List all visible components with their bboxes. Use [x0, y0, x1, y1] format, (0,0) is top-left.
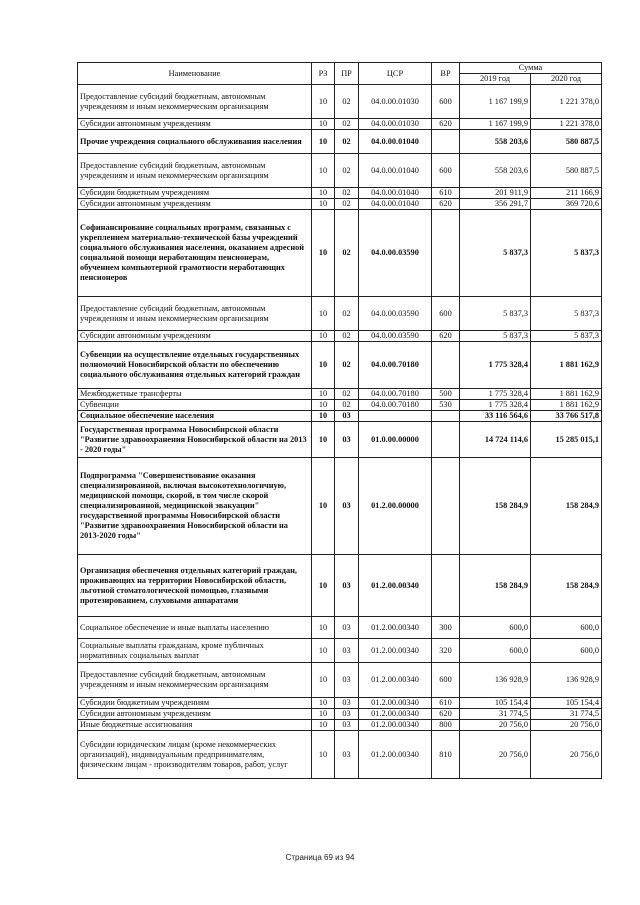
cell-name: Социальное обеспечение и иные выплаты населению — [78, 617, 312, 639]
cell-2019: 1 775 328,4 — [460, 389, 531, 400]
cell-name: Социальные выплаты гражданам, кроме публичных нормативных социальных выплат — [78, 639, 312, 663]
cell-rz: 10 — [312, 731, 335, 779]
cell-2019: 1 167 199,9 — [460, 119, 531, 130]
cell-2019: 105 154,4 — [460, 698, 531, 709]
cell-pr: 03 — [335, 411, 359, 422]
cell-csr: 01.2.00.00340 — [359, 698, 432, 709]
cell-vr: 600 — [432, 85, 460, 119]
cell-pr: 03 — [335, 639, 359, 663]
cell-name: Субсидии автономным учреждениям — [78, 119, 312, 130]
header-name: Наименование — [78, 63, 312, 85]
cell-rz: 10 — [312, 411, 335, 422]
cell-csr: 04.0.00.01040 — [359, 154, 432, 188]
cell-2020: 158 284,9 — [531, 458, 602, 555]
cell-vr: 320 — [432, 639, 460, 663]
cell-name: Государственная программа Новосибирской области "Развитие здравоохранения Новосибирской области на 2013 - 2020 годы" — [78, 422, 312, 458]
cell-vr: 620 — [432, 119, 460, 130]
cell-csr: 01.2.00.00340 — [359, 720, 432, 731]
cell-rz: 10 — [312, 555, 335, 617]
cell-csr: 01.2.00.00340 — [359, 639, 432, 663]
cell-csr: 01.2.00.00340 — [359, 555, 432, 617]
cell-rz: 10 — [312, 331, 335, 342]
cell-rz: 10 — [312, 389, 335, 400]
cell-2019: 31 774,5 — [460, 709, 531, 720]
cell-name: Субсидии автономным учреждениям — [78, 709, 312, 720]
cell-2019: 20 756,0 — [460, 720, 531, 731]
cell-2020: 31 774,5 — [531, 709, 602, 720]
cell-pr: 02 — [335, 188, 359, 199]
cell-vr: 530 — [432, 400, 460, 411]
table-row — [78, 639, 602, 663]
cell-csr: 01.0.00.00000 — [359, 422, 432, 458]
cell-csr: 04.0.00.01030 — [359, 85, 432, 119]
cell-pr: 03 — [335, 458, 359, 555]
cell-name: Субсидии юридическим лицам (кроме некоммерческих организаций), индивидуальным предпринимателям, физическим лицам - производителям товаров, работ, услуг — [78, 731, 312, 779]
cell-pr: 02 — [335, 400, 359, 411]
cell-2019: 136 928,9 — [460, 663, 531, 698]
cell-name: Предоставление субсидий бюджетным, автономным учреждениям и иным некоммерческим организациям — [78, 85, 312, 119]
header-2019: 2019 год — [460, 74, 531, 85]
cell-rz: 10 — [312, 422, 335, 458]
header-2020: 2020 год — [531, 74, 602, 85]
cell-2019: 201 911,9 — [460, 188, 531, 199]
cell-pr: 02 — [335, 85, 359, 119]
cell-pr: 02 — [335, 210, 359, 297]
cell-rz: 10 — [312, 188, 335, 199]
cell-2020: 369 720,6 — [531, 199, 602, 210]
cell-2020: 600,0 — [531, 639, 602, 663]
cell-vr — [432, 130, 460, 154]
table-row — [78, 188, 602, 199]
table-row — [78, 663, 602, 698]
cell-2020: 15 285 015,1 — [531, 422, 602, 458]
cell-name: Подпрограмма "Совершенствование оказания специализированной, включая высокотехнологичную, медицинской помощи, скорой, в том числе скорой специализированной, медицинской эвакуации" государственной программы Новосибирской области "Развитие здравоохранения Новосибирской области на 2013-2020 годы" — [78, 458, 312, 555]
cell-2020: 1 221 378,0 — [531, 119, 602, 130]
cell-vr — [432, 411, 460, 422]
cell-csr: 01.2.00.00340 — [359, 663, 432, 698]
cell-csr — [359, 411, 432, 422]
cell-vr: 600 — [432, 297, 460, 331]
table-row — [78, 342, 602, 389]
cell-name: Субвенции — [78, 400, 312, 411]
cell-2020: 580 887,5 — [531, 130, 602, 154]
cell-name: Межбюджетные трансферты — [78, 389, 312, 400]
cell-2019: 558 203,6 — [460, 154, 531, 188]
table-row — [78, 154, 602, 188]
cell-rz: 10 — [312, 199, 335, 210]
header-rz: РЗ — [312, 63, 335, 85]
cell-2019: 33 116 564,6 — [460, 411, 531, 422]
cell-2020: 136 928,9 — [531, 663, 602, 698]
cell-name: Предоставление субсидий бюджетным, автономным учреждениям и иным некоммерческим организациям — [78, 297, 312, 331]
cell-vr — [432, 210, 460, 297]
cell-pr: 03 — [335, 555, 359, 617]
table-row — [78, 720, 602, 731]
cell-vr: 300 — [432, 617, 460, 639]
cell-rz: 10 — [312, 154, 335, 188]
cell-pr: 03 — [335, 731, 359, 779]
cell-vr: 620 — [432, 709, 460, 720]
cell-rz: 10 — [312, 297, 335, 331]
cell-rz: 10 — [312, 663, 335, 698]
cell-csr: 04.0.00.03590 — [359, 210, 432, 297]
cell-vr — [432, 342, 460, 389]
cell-pr: 03 — [335, 720, 359, 731]
cell-vr: 800 — [432, 720, 460, 731]
cell-2019: 356 291,7 — [460, 199, 531, 210]
cell-csr: 01.2.00.00340 — [359, 731, 432, 779]
cell-2020: 1 221 378,0 — [531, 85, 602, 119]
header-vr: ВР — [432, 63, 460, 85]
cell-rz: 10 — [312, 639, 335, 663]
cell-2019: 1 167 199,9 — [460, 85, 531, 119]
budget-table-container — [77, 62, 601, 779]
cell-pr: 03 — [335, 617, 359, 639]
cell-pr: 03 — [335, 422, 359, 458]
header-sum: Сумма — [460, 63, 602, 74]
cell-2019: 5 837,3 — [460, 210, 531, 297]
cell-2020: 20 756,0 — [531, 731, 602, 779]
cell-pr: 02 — [335, 199, 359, 210]
cell-vr: 600 — [432, 663, 460, 698]
cell-2019: 1 775 328,4 — [460, 400, 531, 411]
table-row — [78, 555, 602, 617]
table-row — [78, 400, 602, 411]
cell-csr: 04.0.00.70180 — [359, 342, 432, 389]
cell-name: Субсидии бюджетным учреждениям — [78, 188, 312, 199]
cell-2019: 558 203,6 — [460, 130, 531, 154]
table-row — [78, 199, 602, 210]
cell-2020: 5 837,3 — [531, 297, 602, 331]
cell-name: Предоставление субсидий бюджетным, автономным учреждениям и иным некоммерческим организациям — [78, 154, 312, 188]
cell-csr: 01.2.00.00340 — [359, 709, 432, 720]
cell-rz: 10 — [312, 85, 335, 119]
cell-rz: 10 — [312, 400, 335, 411]
cell-name: Организация обеспечения отдельных категорий граждан, проживающих на территории Новосибирской области, льготной стоматологической помощью, глазными протезированием, слуховыми аппаратами — [78, 555, 312, 617]
cell-2020: 5 837,3 — [531, 210, 602, 297]
cell-2019: 600,0 — [460, 617, 531, 639]
cell-2020: 158 284,9 — [531, 555, 602, 617]
cell-vr — [432, 555, 460, 617]
cell-2019: 20 756,0 — [460, 731, 531, 779]
cell-pr: 03 — [335, 698, 359, 709]
cell-csr: 04.0.00.01030 — [359, 119, 432, 130]
cell-rz: 10 — [312, 720, 335, 731]
cell-pr: 02 — [335, 389, 359, 400]
cell-csr: 01.2.00.00340 — [359, 617, 432, 639]
cell-vr: 810 — [432, 731, 460, 779]
cell-2019: 14 724 114,6 — [460, 422, 531, 458]
table-row — [78, 119, 602, 130]
cell-rz: 10 — [312, 617, 335, 639]
table-row — [78, 422, 602, 458]
cell-pr: 02 — [335, 297, 359, 331]
cell-vr — [432, 458, 460, 555]
cell-pr: 02 — [335, 154, 359, 188]
cell-csr: 04.0.00.03590 — [359, 297, 432, 331]
cell-vr: 600 — [432, 154, 460, 188]
cell-pr: 03 — [335, 663, 359, 698]
cell-rz: 10 — [312, 119, 335, 130]
cell-2019: 5 837,3 — [460, 297, 531, 331]
cell-name: Субвенции на осуществление отдельных государственных полномочий Новосибирской области по обеспечению социального обслуживания отдельных категорий граждан — [78, 342, 312, 389]
cell-csr: 04.0.00.01040 — [359, 199, 432, 210]
cell-rz: 10 — [312, 342, 335, 389]
cell-name: Социальное обеспечение населения — [78, 411, 312, 422]
cell-vr: 620 — [432, 331, 460, 342]
cell-vr: 610 — [432, 698, 460, 709]
cell-name: Прочие учреждения социального обслуживания населения — [78, 130, 312, 154]
cell-rz: 10 — [312, 130, 335, 154]
cell-2020: 600,0 — [531, 617, 602, 639]
cell-vr: 610 — [432, 188, 460, 199]
cell-csr: 04.0.00.70180 — [359, 400, 432, 411]
table-row — [78, 411, 602, 422]
table-row — [78, 698, 602, 709]
table-row — [78, 709, 602, 720]
cell-csr: 04.0.00.03590 — [359, 331, 432, 342]
cell-2019: 5 837,3 — [460, 331, 531, 342]
cell-2019: 600,0 — [460, 639, 531, 663]
cell-2020: 33 766 517,8 — [531, 411, 602, 422]
table-row — [78, 210, 602, 297]
cell-2020: 105 154,4 — [531, 698, 602, 709]
cell-pr: 02 — [335, 119, 359, 130]
cell-pr: 02 — [335, 130, 359, 154]
header-csr: ЦСР — [359, 63, 432, 85]
cell-name: Софинансирование социальных программ, связанных с укреплением материально-технической базы учреждений социального обслуживания населения, оказанием адресной социальной помощи неработающим пенсионерам, обучением компьютерной грамотности неработающих пенсионеров — [78, 210, 312, 297]
cell-pr: 02 — [335, 342, 359, 389]
table-row — [78, 731, 602, 779]
cell-rz: 10 — [312, 709, 335, 720]
cell-2020: 211 166,9 — [531, 188, 602, 199]
cell-2020: 1 881 162,9 — [531, 342, 602, 389]
cell-name: Субсидии автономным учреждениям — [78, 331, 312, 342]
cell-csr: 01.2.00.00000 — [359, 458, 432, 555]
cell-vr: 500 — [432, 389, 460, 400]
cell-2019: 158 284,9 — [460, 458, 531, 555]
cell-pr: 02 — [335, 331, 359, 342]
cell-rz: 10 — [312, 458, 335, 555]
table-row — [78, 389, 602, 400]
cell-2020: 20 756,0 — [531, 720, 602, 731]
cell-2019: 1 775 328,4 — [460, 342, 531, 389]
cell-rz: 10 — [312, 698, 335, 709]
table-row — [78, 297, 602, 331]
cell-vr — [432, 422, 460, 458]
cell-name: Предоставление субсидий бюджетным, автономным учреждениям и иным некоммерческим организациям — [78, 663, 312, 698]
cell-2019: 158 284,9 — [460, 555, 531, 617]
cell-rz: 10 — [312, 210, 335, 297]
cell-name: Иные бюджетные ассигнования — [78, 720, 312, 731]
cell-csr: 04.0.00.01040 — [359, 130, 432, 154]
cell-2020: 1 881 162,9 — [531, 389, 602, 400]
table-row — [78, 458, 602, 555]
table-row — [78, 617, 602, 639]
header-pr: ПР — [335, 63, 359, 85]
cell-vr: 620 — [432, 199, 460, 210]
cell-2020: 580 887,5 — [531, 154, 602, 188]
cell-csr: 04.0.00.70180 — [359, 389, 432, 400]
cell-name: Субсидии бюджетным учреждениям — [78, 698, 312, 709]
cell-2020: 5 837,3 — [531, 331, 602, 342]
cell-pr: 03 — [335, 709, 359, 720]
cell-name: Субсидии автономным учреждениям — [78, 199, 312, 210]
table-row — [78, 331, 602, 342]
page-footer: Страница 69 из 94 — [285, 853, 355, 862]
table-row — [78, 130, 602, 154]
cell-2020: 1 881 162,9 — [531, 400, 602, 411]
table-body — [78, 85, 602, 779]
cell-csr: 04.0.00.01040 — [359, 188, 432, 199]
budget-table — [77, 62, 602, 779]
table-row — [78, 85, 602, 119]
